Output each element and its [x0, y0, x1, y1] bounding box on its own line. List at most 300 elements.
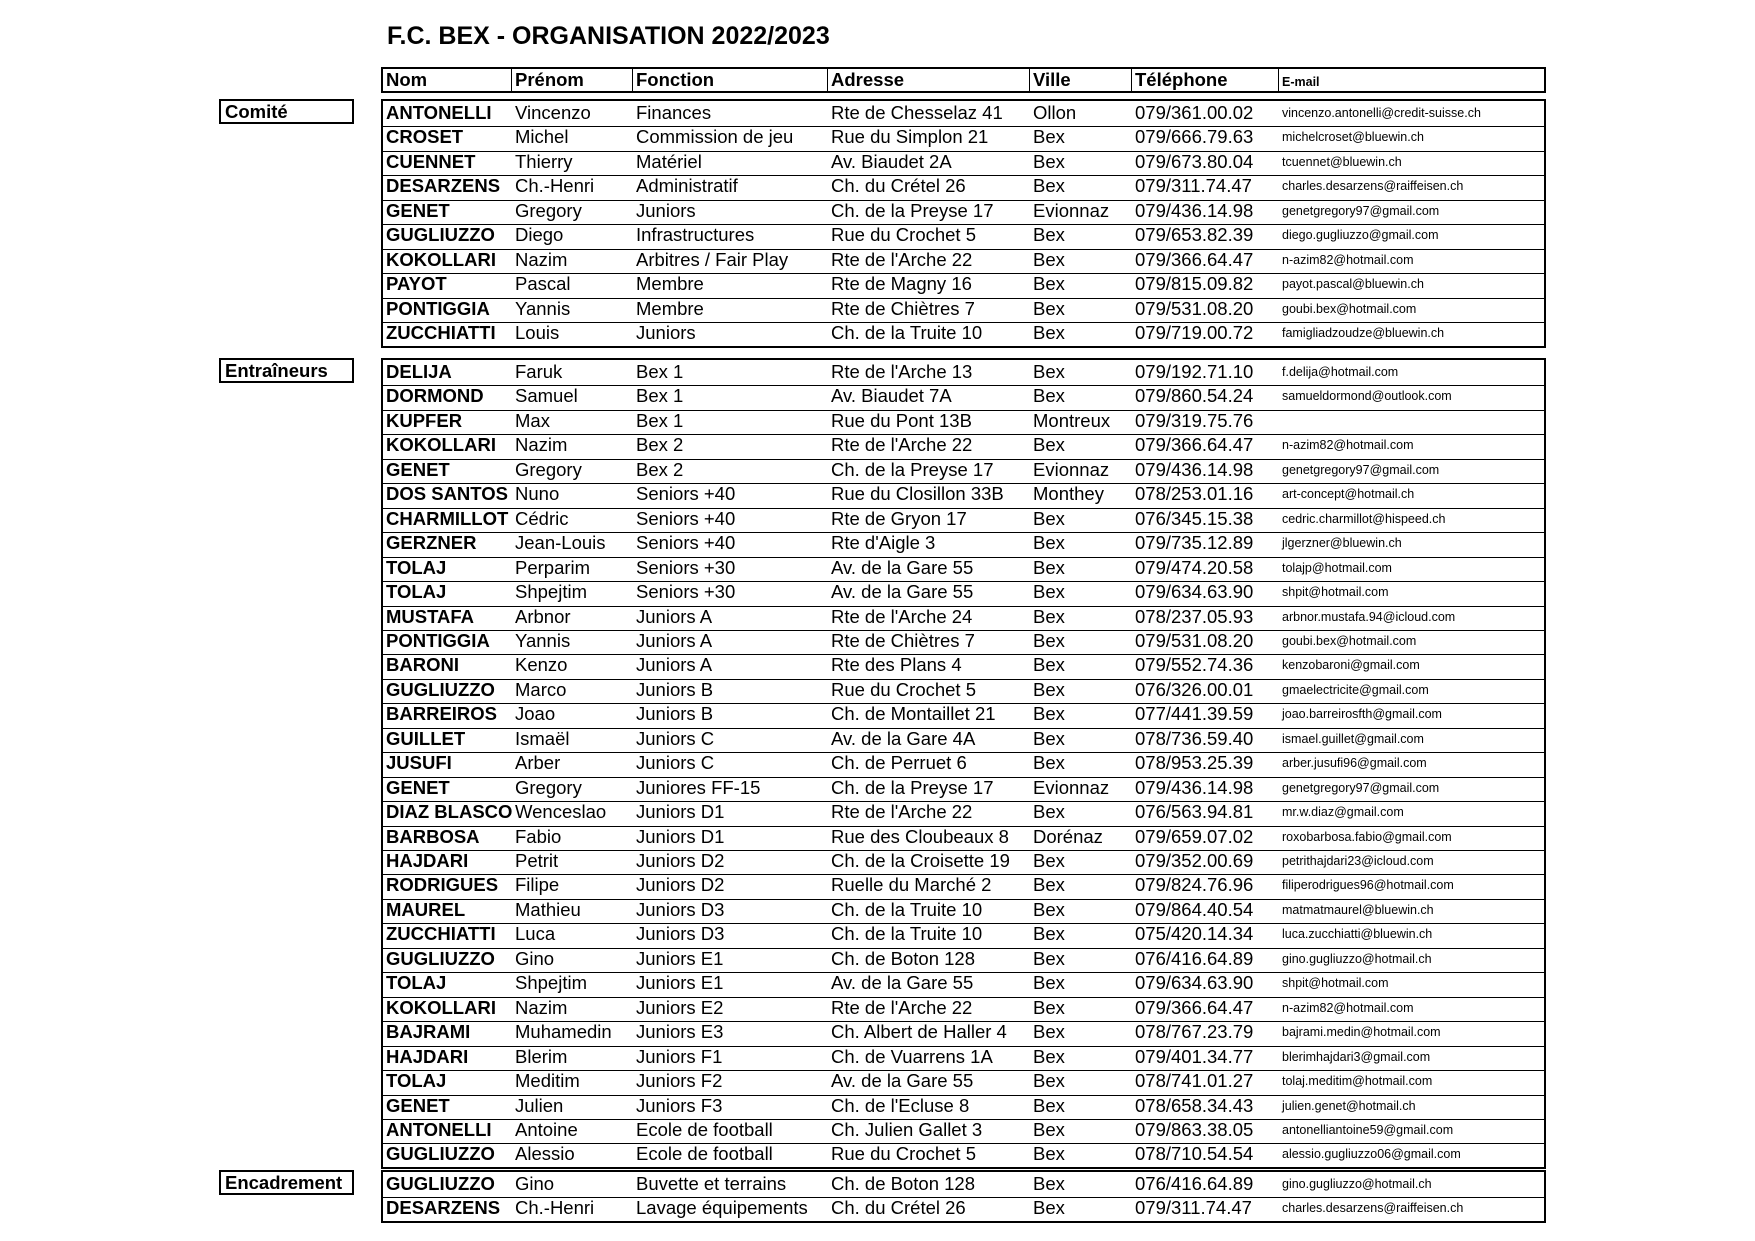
cell-ville: Bex	[1033, 175, 1065, 197]
table-row	[383, 873, 1544, 897]
cell-adresse: Av. de la Gare 55	[831, 556, 974, 578]
cell-nom: MAUREL	[386, 898, 466, 920]
cell-nom: BARONI	[386, 654, 459, 676]
row-divider	[383, 630, 1544, 631]
cell-ville: Montreux	[1033, 409, 1111, 431]
table-row	[383, 971, 1544, 995]
cell-prenom: Wenceslao	[515, 801, 607, 823]
cell-ville: Bex	[1033, 898, 1065, 920]
cell-email: antonelliantoine59@gmail.com	[1282, 1122, 1454, 1137]
cell-fonction: Juniors D1	[636, 801, 725, 823]
cell-nom: TOLAJ	[386, 556, 447, 578]
cell-nom: ANTONELLI	[386, 102, 492, 123]
cell-fonction: Juniors A	[636, 654, 713, 676]
table-row	[383, 101, 1544, 125]
table-row	[383, 629, 1544, 653]
cell-nom: GUGLIUZZO	[386, 947, 495, 969]
cell-fonction: Juniors	[636, 322, 696, 344]
cell-ville: Bex	[1033, 1045, 1065, 1067]
column-header-nom: Nom	[383, 69, 512, 91]
cell-ville: Evionnaz	[1033, 776, 1110, 798]
cell-nom: GUGLIUZZO	[386, 1143, 495, 1165]
row-divider	[383, 874, 1544, 875]
cell-email: genetgregory97@gmail.com	[1282, 780, 1440, 795]
cell-ville: Bex	[1033, 801, 1065, 823]
cell-email: luca.zucchiatti@bluewin.ch	[1282, 927, 1433, 942]
cell-fonction: Juniors D2	[636, 874, 725, 896]
cell-email: arbnor.mustafa.94@icloud.com	[1282, 609, 1456, 624]
cell-adresse: Av. Biaudet 7A	[831, 385, 952, 407]
cell-email: mr.w.diaz@gmail.com	[1282, 805, 1404, 820]
row-divider	[383, 606, 1544, 607]
cell-ville: Evionnaz	[1033, 458, 1110, 480]
cell-telephone: 079/436.14.98	[1135, 199, 1254, 221]
cell-telephone: 079/653.82.39	[1135, 224, 1254, 246]
column-header-prenom: Prénom	[512, 69, 633, 91]
cell-fonction: Bex 2	[636, 434, 684, 456]
cell-ville: Monthey	[1033, 483, 1104, 505]
cell-adresse: Rue du Pont 13B	[831, 409, 972, 431]
cell-email: tolajp@hotmail.com	[1282, 560, 1392, 575]
cell-ville: Bex	[1033, 224, 1065, 246]
cell-ville: Bex	[1033, 629, 1065, 651]
row-divider	[383, 273, 1544, 274]
cell-telephone: 079/673.80.04	[1135, 150, 1254, 172]
cell-email: matmatmaurel@bluewin.ch	[1282, 902, 1434, 917]
cell-adresse: Rte de l'Arche 22	[831, 434, 973, 456]
cell-telephone: 076/416.64.89	[1135, 1173, 1254, 1194]
table-row	[383, 384, 1544, 408]
row-divider	[383, 997, 1544, 998]
cell-email: genetgregory97@gmail.com	[1282, 203, 1440, 218]
cell-email: arber.jusufi96@gmail.com	[1282, 756, 1427, 771]
table-row	[383, 1045, 1544, 1069]
cell-adresse: Ch. de la Truite 10	[831, 923, 983, 945]
row-divider	[383, 703, 1544, 704]
cell-ville: Bex	[1033, 605, 1065, 627]
cell-ville: Bex	[1033, 556, 1065, 578]
cell-nom: TOLAJ	[386, 581, 447, 603]
page-title: F.C. BEX - ORGANISATION 2022/2023	[387, 22, 830, 50]
cell-fonction: Juniors D1	[636, 825, 725, 847]
cell-telephone: 076/326.00.01	[1135, 678, 1254, 700]
cell-adresse: Rte d'Aigle 3	[831, 532, 936, 554]
table-row	[383, 223, 1544, 247]
cell-fonction: Seniors +40	[636, 483, 736, 505]
cell-email: gino.gugliuzzo@hotmail.ch	[1282, 951, 1432, 966]
row-divider	[383, 679, 1544, 680]
cell-nom: GUGLIUZZO	[386, 1173, 495, 1194]
cell-telephone: 079/352.00.69	[1135, 850, 1254, 871]
cell-nom: DESARZENS	[386, 1197, 501, 1219]
cell-telephone: 079/192.71.10	[1135, 361, 1254, 382]
section-comite-table	[381, 99, 1546, 348]
cell-adresse: Rte de Magny 16	[831, 273, 972, 295]
cell-telephone: 079/659.07.02	[1135, 825, 1254, 847]
cell-nom: ZUCCHIATTI	[386, 322, 496, 344]
cell-prenom: Gino	[515, 1173, 555, 1194]
cell-prenom: Gregory	[515, 199, 582, 221]
cell-email: julien.genet@hotmail.ch	[1282, 1098, 1416, 1113]
cell-adresse: Av. de la Gare 55	[831, 1070, 974, 1092]
cell-prenom: Marco	[515, 678, 567, 700]
cell-ville: Bex	[1033, 996, 1065, 1018]
cell-nom: DESARZENS	[386, 175, 501, 197]
cell-email: gino.gugliuzzo@hotmail.ch	[1282, 1177, 1432, 1191]
cell-ville: Ollon	[1033, 102, 1077, 123]
cell-nom: BAJRAMI	[386, 1021, 471, 1043]
cell-telephone: 076/345.15.38	[1135, 507, 1254, 529]
cell-telephone: 078/253.01.16	[1135, 483, 1254, 505]
cell-nom: MUSTAFA	[386, 605, 475, 627]
table-row	[383, 678, 1544, 702]
cell-prenom: Cédric	[515, 507, 569, 529]
table-row	[383, 727, 1544, 751]
cell-fonction: Seniors +30	[636, 581, 736, 603]
cell-prenom: Blerim	[515, 1045, 568, 1067]
table-row	[383, 947, 1544, 971]
cell-prenom: Gregory	[515, 458, 582, 480]
row-divider	[383, 948, 1544, 949]
cell-fonction: Ecole de football	[636, 1143, 773, 1165]
cell-nom: GUILLET	[386, 727, 466, 749]
cell-fonction: Bex 1	[636, 385, 684, 407]
cell-email: n-azim82@hotmail.com	[1282, 1000, 1414, 1015]
cell-adresse: Ch. de la Truite 10	[831, 898, 983, 920]
cell-fonction: Juniors B	[636, 678, 714, 700]
cell-prenom: Yannis	[515, 297, 571, 319]
cell-fonction: Juniores FF-15	[636, 776, 761, 798]
cell-telephone: 079/531.08.20	[1135, 297, 1254, 319]
cell-ville: Bex	[1033, 126, 1065, 148]
cell-email: shpit@hotmail.com	[1282, 976, 1389, 991]
cell-telephone: 079/366.64.47	[1135, 434, 1254, 456]
cell-prenom: Mathieu	[515, 898, 581, 920]
cell-nom: PONTIGGIA	[386, 297, 490, 319]
section-comite-label: Comité	[219, 99, 354, 124]
row-divider	[383, 777, 1544, 778]
cell-ville: Bex	[1033, 874, 1065, 896]
cell-telephone: 079/815.09.82	[1135, 273, 1254, 295]
cell-nom: KOKOLLARI	[386, 434, 496, 456]
cell-email: diego.gugliuzzo@gmail.com	[1282, 228, 1439, 243]
cell-nom: CUENNET	[386, 150, 476, 172]
cell-telephone: 076/416.64.89	[1135, 947, 1254, 969]
cell-telephone: 078/237.05.93	[1135, 605, 1254, 627]
cell-email: filiperodrigues96@hotmail.com	[1282, 878, 1454, 893]
section-entraineurs-label: Entraîneurs	[219, 358, 354, 383]
cell-ville: Bex	[1033, 923, 1065, 945]
cell-adresse: Ch. du Crétel 26	[831, 1197, 966, 1219]
cell-nom: GENET	[386, 199, 450, 221]
cell-prenom: Faruk	[515, 361, 563, 382]
cell-adresse: Ch. de Boton 128	[831, 1173, 975, 1194]
cell-fonction: Buvette et terrains	[636, 1173, 787, 1194]
cell-nom: CHARMILLOT	[386, 507, 509, 529]
cell-fonction: Juniors E1	[636, 972, 724, 994]
cell-telephone: 079/863.38.05	[1135, 1118, 1254, 1140]
cell-email: genetgregory97@gmail.com	[1282, 462, 1440, 477]
cell-nom: RODRIGUES	[386, 874, 499, 896]
cell-adresse: Av. de la Gare 55	[831, 972, 974, 994]
cell-adresse: Rte de Chesselaz 41	[831, 102, 1003, 123]
cell-telephone: 079/436.14.98	[1135, 776, 1254, 798]
cell-fonction: Lavage équipements	[636, 1197, 808, 1219]
row-divider	[383, 322, 1544, 323]
cell-nom: HAJDARI	[386, 850, 469, 871]
cell-prenom: Ismaël	[515, 727, 570, 749]
table-row	[383, 248, 1544, 272]
cell-adresse: Ch. de la Truite 10	[831, 322, 983, 344]
cell-nom: DIAZ BLASCO	[386, 801, 512, 823]
cell-fonction: Juniors A	[636, 629, 713, 651]
row-divider	[383, 434, 1544, 435]
cell-prenom: Yannis	[515, 629, 571, 651]
row-divider	[383, 1070, 1544, 1071]
table-row	[383, 849, 1544, 873]
cell-email: goubi.bex@hotmail.com	[1282, 301, 1417, 316]
cell-email: payot.pascal@bluewin.ch	[1282, 277, 1424, 292]
row-divider	[383, 1197, 1544, 1198]
cell-adresse: Ch. de la Croisette 19	[831, 850, 1010, 871]
table-row	[383, 321, 1544, 345]
column-header-ville: Ville	[1030, 69, 1132, 91]
cell-adresse: Rte de l'Arche 22	[831, 801, 973, 823]
cell-ville: Bex	[1033, 385, 1065, 407]
cell-nom: GERZNER	[386, 532, 477, 554]
cell-ville: Bex	[1033, 273, 1065, 295]
cell-fonction: Juniors B	[636, 703, 714, 725]
cell-telephone: 079/552.74.36	[1135, 654, 1254, 676]
table-row	[383, 800, 1544, 824]
row-divider	[383, 298, 1544, 299]
cell-telephone: 079/719.00.72	[1135, 322, 1254, 344]
table-row	[383, 751, 1544, 775]
cell-ville: Bex	[1033, 581, 1065, 603]
cell-ville: Bex	[1033, 532, 1065, 554]
row-divider	[383, 1095, 1544, 1096]
cell-prenom: Julien	[515, 1094, 564, 1116]
cell-nom: GUGLIUZZO	[386, 678, 495, 700]
cell-fonction: Juniors D2	[636, 850, 725, 871]
cell-telephone: 078/736.59.40	[1135, 727, 1254, 749]
row-divider	[383, 1143, 1544, 1144]
table-row	[383, 1020, 1544, 1044]
cell-nom: DOS SANTOS	[386, 483, 508, 505]
cell-telephone: 079/864.40.54	[1135, 898, 1254, 920]
cell-adresse: Ch. de Perruet 6	[831, 752, 967, 774]
cell-fonction: Administratif	[636, 175, 738, 197]
cell-email: vincenzo.antonelli@credit-suisse.ch	[1282, 106, 1481, 120]
cell-adresse: Ch. de Montaillet 21	[831, 703, 996, 725]
cell-ville: Dorénaz	[1033, 825, 1103, 847]
cell-telephone: 078/953.25.39	[1135, 752, 1254, 774]
cell-telephone: 079/824.76.96	[1135, 874, 1254, 896]
section-encadrement-label: Encadrement	[219, 1170, 354, 1195]
cell-nom: TOLAJ	[386, 972, 447, 994]
cell-email: alessio.gugliuzzo06@gmail.com	[1282, 1147, 1461, 1162]
cell-adresse: Ch. du Crétel 26	[831, 175, 966, 197]
table-row	[383, 1118, 1544, 1142]
cell-prenom: Thierry	[515, 150, 573, 172]
cell-fonction: Finances	[636, 102, 712, 123]
cell-prenom: Arbnor	[515, 605, 571, 627]
cell-fonction: Ecole de football	[636, 1118, 773, 1140]
cell-telephone: 078/741.01.27	[1135, 1070, 1254, 1092]
cell-email: goubi.bex@hotmail.com	[1282, 633, 1417, 648]
cell-nom: KOKOLLARI	[386, 996, 496, 1018]
cell-adresse: Av. de la Gare 55	[831, 581, 974, 603]
row-divider	[383, 1046, 1544, 1047]
cell-adresse: Rte de l'Arche 22	[831, 996, 973, 1018]
table-row	[383, 825, 1544, 849]
cell-prenom: Gregory	[515, 776, 582, 798]
cell-telephone: 079/361.00.02	[1135, 102, 1254, 123]
table-row	[383, 702, 1544, 726]
cell-adresse: Ruelle du Marché 2	[831, 874, 992, 896]
cell-telephone: 078/658.34.43	[1135, 1094, 1254, 1116]
cell-fonction: Infrastructures	[636, 224, 755, 246]
cell-nom: KOKOLLARI	[386, 248, 496, 270]
cell-prenom: Luca	[515, 923, 556, 945]
cell-email: n-azim82@hotmail.com	[1282, 252, 1414, 267]
cell-adresse: Ch. Albert de Haller 4	[831, 1021, 1007, 1043]
table-row	[383, 458, 1544, 482]
cell-adresse: Ch. de Vuarrens 1A	[831, 1045, 993, 1067]
cell-email: michelcroset@bluewin.ch	[1282, 130, 1424, 145]
cell-prenom: Antoine	[515, 1118, 578, 1140]
cell-email	[1279, 409, 1544, 433]
table-row	[383, 174, 1544, 198]
table-row	[383, 1069, 1544, 1093]
cell-nom: HAJDARI	[386, 1045, 469, 1067]
cell-prenom: Petrit	[515, 850, 559, 871]
cell-nom: ANTONELLI	[386, 1118, 492, 1140]
cell-prenom: Nuno	[515, 483, 560, 505]
cell-telephone: 079/860.54.24	[1135, 385, 1254, 407]
cell-adresse: Ch. de la Preyse 17	[831, 199, 994, 221]
cell-nom: GENET	[386, 458, 450, 480]
column-header-email: E-mail	[1282, 75, 1320, 89]
row-divider	[383, 899, 1544, 900]
row-divider	[383, 385, 1544, 386]
cell-prenom: Joao	[515, 703, 556, 725]
cell-fonction: Arbitres / Fair Play	[636, 248, 789, 270]
cell-prenom: Meditim	[515, 1070, 580, 1092]
table-row	[383, 531, 1544, 555]
cell-fonction: Seniors +40	[636, 532, 736, 554]
cell-adresse: Rue du Simplon 21	[831, 126, 989, 148]
row-divider	[383, 410, 1544, 411]
cell-nom: BARBOSA	[386, 825, 480, 847]
cell-telephone: 079/634.63.90	[1135, 581, 1254, 603]
cell-adresse: Ch. Julien Gallet 3	[831, 1118, 983, 1140]
cell-nom: ZUCCHIATTI	[386, 923, 496, 945]
cell-ville: Bex	[1033, 1118, 1065, 1140]
cell-ville: Bex	[1033, 947, 1065, 969]
cell-adresse: Rue du Closillon 33B	[831, 483, 1004, 505]
cell-ville: Bex	[1033, 322, 1065, 344]
row-divider	[383, 1119, 1544, 1120]
cell-email: joao.barreirosfth@gmail.com	[1282, 707, 1442, 722]
cell-email: charles.desarzens@raiffeisen.ch	[1282, 1201, 1464, 1216]
column-header-adresse: Adresse	[828, 69, 1030, 91]
cell-adresse: Rte de l'Arche 22	[831, 248, 973, 270]
row-divider	[383, 459, 1544, 460]
cell-fonction: Matériel	[636, 150, 702, 172]
cell-adresse: Av. Biaudet 2A	[831, 150, 952, 172]
cell-fonction: Bex 2	[636, 458, 684, 480]
column-header-row	[381, 67, 1546, 93]
cell-nom: DELIJA	[386, 361, 452, 382]
table-row	[383, 482, 1544, 506]
cell-telephone: 079/311.74.47	[1135, 1197, 1252, 1219]
cell-email: kenzobaroni@gmail.com	[1282, 658, 1420, 673]
cell-adresse: Ch. de la Preyse 17	[831, 458, 994, 480]
cell-nom: PONTIGGIA	[386, 629, 490, 651]
cell-fonction: Juniors F1	[636, 1045, 723, 1067]
cell-telephone: 075/420.14.34	[1135, 923, 1254, 945]
cell-email: art-concept@hotmail.ch	[1282, 487, 1415, 502]
cell-fonction: Bex 1	[636, 361, 684, 382]
cell-telephone: 079/311.74.47	[1135, 175, 1252, 197]
cell-prenom: Nazim	[515, 434, 568, 456]
row-divider	[383, 654, 1544, 655]
cell-adresse: Av. de la Gare 4A	[831, 727, 976, 749]
cell-fonction: Seniors +30	[636, 556, 736, 578]
table-row	[383, 150, 1544, 174]
cell-prenom: Diego	[515, 224, 564, 246]
cell-adresse: Rte des Plans 4	[831, 654, 962, 676]
cell-telephone: 078/710.54.54	[1135, 1143, 1254, 1165]
cell-telephone: 079/366.64.47	[1135, 996, 1254, 1018]
cell-fonction: Juniors E3	[636, 1021, 724, 1043]
cell-fonction: Juniors A	[636, 605, 713, 627]
cell-prenom: Nazim	[515, 248, 568, 270]
table-row	[383, 922, 1544, 946]
row-divider	[383, 175, 1544, 176]
cell-telephone: 076/563.94.81	[1135, 801, 1254, 823]
cell-adresse: Rue du Crochet 5	[831, 678, 977, 700]
row-divider	[383, 126, 1544, 127]
cell-nom: CROSET	[386, 126, 464, 148]
table-row	[383, 556, 1544, 580]
cell-ville: Bex	[1033, 361, 1065, 382]
table-row	[383, 199, 1544, 223]
row-divider	[383, 508, 1544, 509]
table-row	[383, 1094, 1544, 1118]
cell-ville: Evionnaz	[1033, 199, 1110, 221]
cell-prenom: Nazim	[515, 996, 568, 1018]
row-divider	[383, 249, 1544, 250]
row-divider	[383, 1021, 1544, 1022]
cell-ville: Bex	[1033, 850, 1065, 871]
row-divider	[383, 728, 1544, 729]
cell-email: gmaelectricite@gmail.com	[1282, 682, 1429, 697]
cell-ville: Bex	[1033, 972, 1065, 994]
cell-email: tcuennet@bluewin.ch	[1282, 154, 1402, 169]
cell-adresse: Ch. de la Preyse 17	[831, 776, 994, 798]
cell-nom: KUPFER	[386, 409, 463, 431]
section-encadrement-table	[381, 1170, 1546, 1223]
cell-ville: Bex	[1033, 434, 1065, 456]
cell-email: petrithajdari23@icloud.com	[1282, 854, 1434, 868]
cell-telephone: 079/366.64.47	[1135, 248, 1254, 270]
cell-email: n-azim82@hotmail.com	[1282, 438, 1414, 453]
table-row	[383, 297, 1544, 321]
cell-prenom: Pascal	[515, 273, 571, 295]
cell-prenom: Shpejtim	[515, 581, 587, 603]
